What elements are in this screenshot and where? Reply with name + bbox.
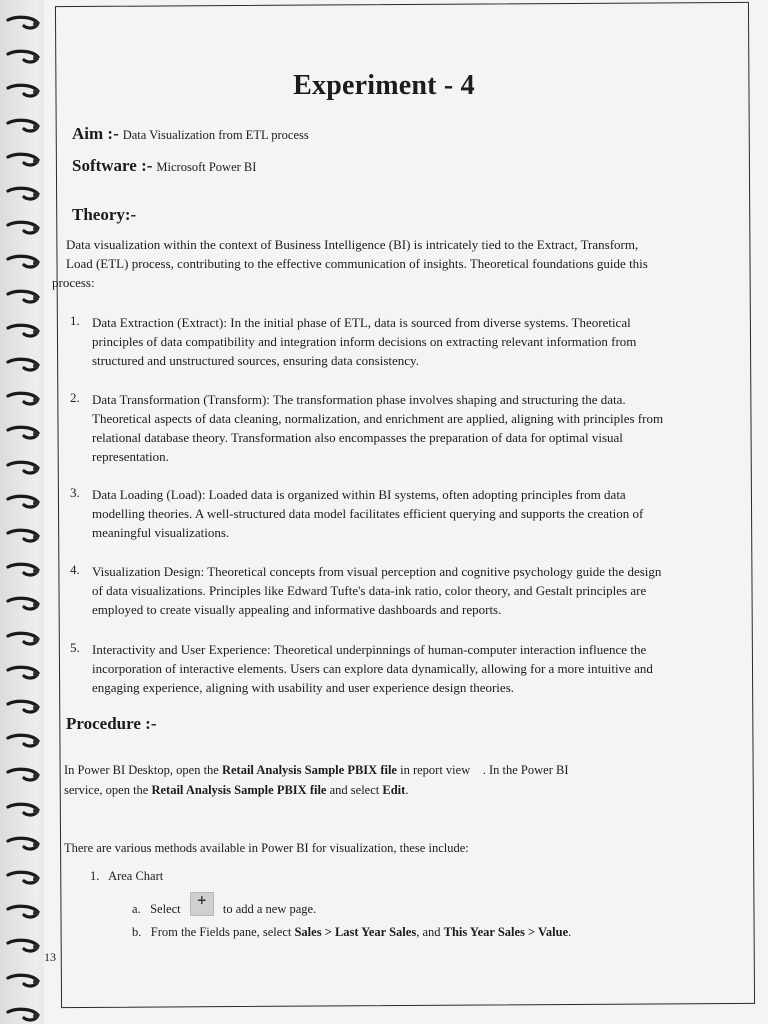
theory-item-number: 4. (70, 562, 80, 577)
binding-ring (6, 493, 40, 511)
step-b: b. From the Fields pane, select Sales > Last Year Sales, and This Year Sales > Value. (132, 925, 572, 939)
binding-ring (6, 869, 40, 887)
binding-ring (6, 117, 40, 135)
theory-item-line: modelling theories. A well-structured data model facilitates efficient querying and supports the creation of (92, 506, 644, 521)
theory-item-number: 2. (70, 390, 80, 405)
theory-item-line: Data Loading (Load): Loaded data is organized within BI systems, often adopting principles from data (92, 487, 626, 502)
theory-item-line: of data visualizations. Principles like Edward Tufte's data-ink ratio, color theory, and Gestalt principles are (92, 583, 647, 598)
binding-ring (6, 937, 40, 955)
theory-item-4 (92, 562, 661, 619)
binding-ring (6, 732, 40, 750)
software-value: Microsoft Power BI (156, 160, 257, 174)
binding-ring (6, 48, 40, 66)
add-page-plus-icon: + (190, 892, 214, 916)
theory-item-line: incorporation of interactive elements. Users can explore data dynamically, allowing for a more intuitive and (92, 661, 653, 676)
binding-ring (6, 801, 40, 819)
binding-ring (6, 288, 40, 306)
theory-item-line: Data Extraction (Extract): In the initial phase of ETL, data is sourced from diverse systems. Theoretical (92, 315, 631, 330)
binding-ring (6, 1006, 40, 1024)
binding-ring (6, 698, 40, 716)
theory-item-line: principles of data compatibility and integration inform decisions on extracting relevant information from (92, 334, 637, 349)
binding-ring (6, 253, 40, 271)
theory-intro (52, 235, 648, 292)
binding-ring (6, 630, 40, 648)
intro-line: Data visualization within the context of Business Intelligence (BI) is intricately tied to the Extract, Transform, (66, 237, 639, 252)
theory-item-line: Data Transformation (Transform): The transformation phase involves shaping and structuring the data. (92, 392, 626, 407)
software-label: Software :- (72, 156, 153, 175)
area-chart-item: 1. Area Chart (90, 869, 164, 883)
theory-item-5 (92, 640, 653, 697)
file-name: Retail Analysis Sample PBIX file (151, 783, 327, 797)
binding-ring (6, 903, 40, 921)
theory-item-2 (92, 390, 663, 466)
file-name: Retail Analysis Sample PBIX file (221, 763, 397, 777)
theory-item-line: Interactivity and User Experience: Theoretical underpinnings of human-computer interaction influence the (92, 642, 647, 657)
binding-ring (6, 664, 40, 682)
page-title: Experiment - 4 (293, 70, 475, 101)
procedure-line-2: service, open the Retail Analysis Sample PBIX file and select Edit. (64, 783, 409, 797)
binding-ring (6, 972, 40, 990)
aim-row (72, 124, 309, 144)
theory-item-line: engaging experience, aligning with usability and user experience design theories. (92, 680, 514, 695)
binding-ring (6, 322, 40, 340)
binding-ring (6, 766, 40, 784)
binding-ring (6, 835, 40, 853)
procedure-line-1: In Power BI Desktop, open the Retail Analysis Sample PBIX file in report view . In the Power BI (64, 763, 569, 777)
binding-ring (6, 14, 40, 32)
software-row (72, 156, 256, 176)
binding-ring (6, 424, 40, 442)
theory-item-line: Visualization Design: Theoretical concepts from visual perception and cognitive psychology guide the design (92, 564, 662, 579)
aim-value: Data Visualization from ETL process (122, 128, 309, 142)
methods-intro: There are various methods available in Power BI for visualization, these include: (64, 841, 469, 855)
aim-label: Aim :- (72, 124, 119, 143)
theory-item-line: representation. (92, 449, 169, 464)
theory-item-1 (92, 313, 636, 370)
binding-ring (6, 527, 40, 545)
theory-item-line: employed to create visually appealing and informative dashboards and reports. (92, 602, 502, 617)
step-a: a. Select + to add a new page. (132, 893, 317, 916)
page-number: 13 (44, 950, 56, 964)
intro-line: process: (52, 275, 95, 290)
intro-line: Load (ETL) process, contributing to the effective communication of insights. Theoretical foundations guide this (66, 256, 648, 271)
theory-item-number: 3. (70, 485, 80, 500)
theory-item-line: Theoretical aspects of data cleaning, normalization, and enrichment are applied, aligning with principles from (92, 411, 664, 426)
procedure-heading: Procedure :- (66, 714, 157, 733)
edit-label: Edit (382, 783, 406, 797)
binding-ring (6, 459, 40, 477)
binding-ring (6, 219, 40, 237)
binding-ring (6, 595, 40, 613)
theory-item-line: structured and unstructured sources, ensuring data consistency. (92, 353, 419, 368)
procedure-paragraph (64, 760, 568, 800)
theory-heading: Theory:- (72, 205, 137, 224)
binding-ring (6, 151, 40, 169)
binding-ring (6, 390, 40, 408)
theory-item-number: 1. (70, 313, 80, 328)
theory-item-line: relational database theory. Transformation also encompasses the preparation of data for optimal visual (92, 430, 623, 445)
binding-ring (6, 185, 40, 203)
theory-item-3 (92, 485, 643, 542)
binding-ring (6, 561, 40, 579)
binding-ring (6, 356, 40, 374)
theory-item-number: 5. (70, 640, 80, 655)
theory-item-line: meaningful visualizations. (92, 525, 230, 540)
